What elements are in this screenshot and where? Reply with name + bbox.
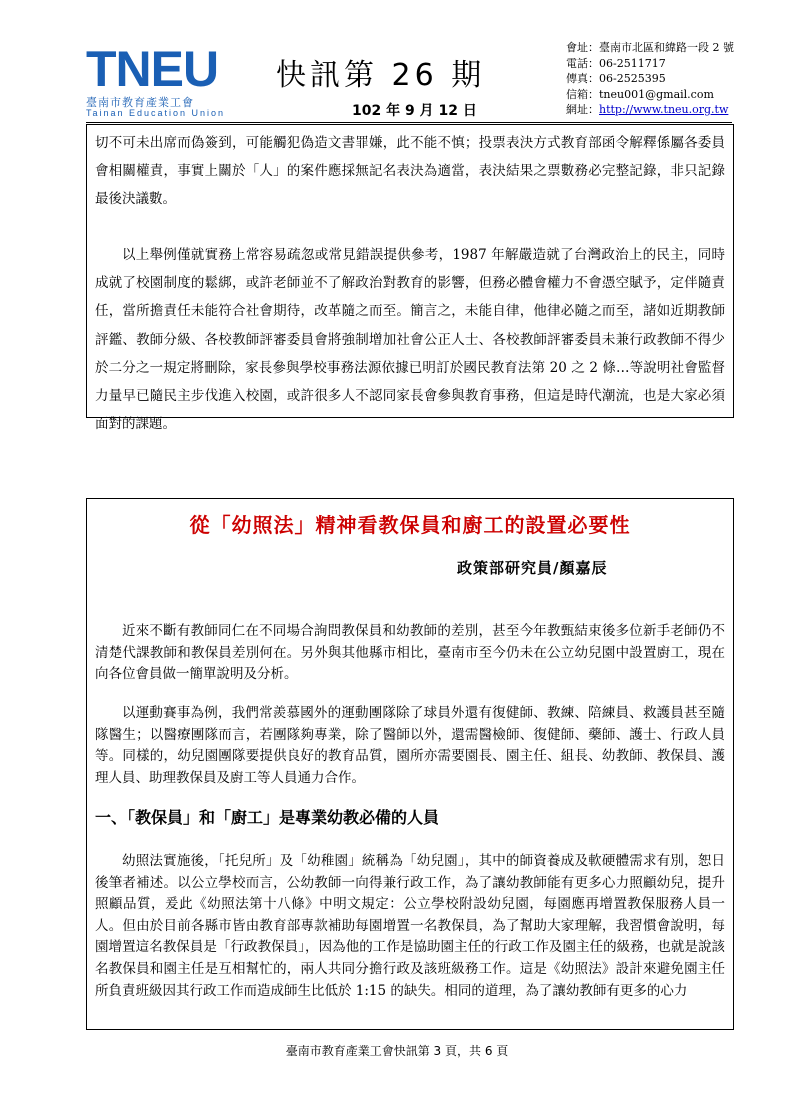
contact-info [566, 40, 734, 118]
paragraph: 幼照法實施後，「托兒所」及「幼稚園」統稱為「幼兒園」，其中的師資養成及軟硬體需求有別，恕日後筆者補述。以公立學校而言，公幼教師一向得兼行政工作，為了讓幼教師能有更多心力照顧幼兒，提升照顧品質，爰此《幼照法第十八條》中明文規定：公立學校附設幼兒園，每園應再增置教保服務人員一人。但由於目前各縣市皆由教育部專款補助每園增置一名教保員，為了幫助大家理解，我習慣會說明，每園增置這名教保員是「行政教保員」，因為他的工作是協助園主任的行政工作及園主任的級務，也就是說該名教保員和園主任是互相幫忙的，兩人共同分擔行政及該班級務工作。這是《幼照法》設計來避免園主任所負責班級因其行政工作而造成師生比低於 1:15 的缺失。相同的道理，為了讓幼教師有更多的心力 [95, 853, 725, 999]
logo-english-name: Tainan Education Union [86, 108, 226, 118]
paragraph: 以運動賽事為例，我們常羨慕國外的運動團隊除了球員外還有復健師、教練、陪練員、救護員甚至隨隊醫生；以醫療團隊而言，若團隊夠專業，除了醫師以外，還需醫檢師、復健師、藥師、護士、行政人員等。同樣的，幼兒園團隊要提供良好的教育品質，園所亦需要園長、園主任、組長、幼教師、教保員、護理人員、助理教保員及廚工等人員通力合作。 [95, 705, 725, 786]
logo-letters-eu: EU [150, 41, 219, 97]
contact-website-label: 網址： [566, 103, 599, 116]
contact-address: 會址：臺南市北區和緯路一段 2 號 [566, 41, 734, 54]
paragraph: 切不可未出席而偽簽到，可能觸犯偽造文書罪嫌，此不能不慎；投票表決方式教育部函令解釋係屬各委員會相關權責，事實上關於「人」的案件應採無記名表決為適當，表決結果之票數務必完整記錄，非只記錄最後決議數。 [95, 135, 725, 208]
article-box [86, 498, 734, 1030]
paragraph: 以上舉例僅就實務上常容易疏忽或常見錯誤提供參考，1987 年解嚴造就了台灣政治上的民主，同時成就了校園制度的鬆綁，或許老師並不了解政治對教育的影響，但務必體會權力不會憑空賦予，定伴隨責任，當所擔責任未能符合社會期待，改革隨之而至。簡言之，未能自律，他律必隨之而至，諸如近期教師評鑑、教師分級、各校教師評審委員會將強制增加社會公正人士、各校教師評審委員未兼行政教師不得少於二分之一規定將刪除，家長參與學校事務法源依據已明訂於國民教育法第 20 之 2 條…等說明社會監督力量早已隨民主步伐進入校園，或許很多人不認同家長會參與教育事務，但這是時代潮流，也是大家必須面對的課題。 [95, 247, 725, 433]
page-footer: 臺南市教育產業工會快訊第 3 頁，共 6 頁 [285, 1044, 509, 1058]
article-byline: 政策部研究員/顏嘉辰 [457, 559, 608, 577]
contact-fax: 傳真：06-2525395 [566, 72, 666, 85]
article-title: 從「幼照法」精神看教保員和廚工的設置必要性 [189, 513, 631, 537]
section-heading: 一、「教保員」和「廚工」是專業幼教必備的人員 [95, 808, 440, 827]
continued-article-box [86, 124, 734, 433]
issue-title: 快訊第 26 期 [276, 58, 486, 93]
issue-date: 102 年 9 月 12 日 [352, 103, 477, 119]
header-divider [86, 122, 732, 123]
logo-letters-tn: TN [86, 41, 151, 97]
logo-chinese-name: 臺南市教育產業工會 [86, 96, 194, 109]
contact-website-row [566, 102, 734, 118]
paragraph: 近來不斷有教師同仁在不同場合詢問教保員和幼教師的差別，甚至今年教甄結束後多位新手老師仍不清楚代課教師和教保員差別何在。另外與其他縣市相比，臺南市至今仍未在公立幼兒園中設置廚工，現在向各位會員做一簡單說明及分析。 [95, 623, 725, 683]
contact-phone: 電話：06-2511717 [566, 56, 666, 70]
contact-email: 信箱：tneu001@gmail.com [566, 87, 714, 101]
website-link[interactable]: http://www.tneu.org.tw [599, 103, 729, 116]
union-logo [86, 41, 266, 118]
